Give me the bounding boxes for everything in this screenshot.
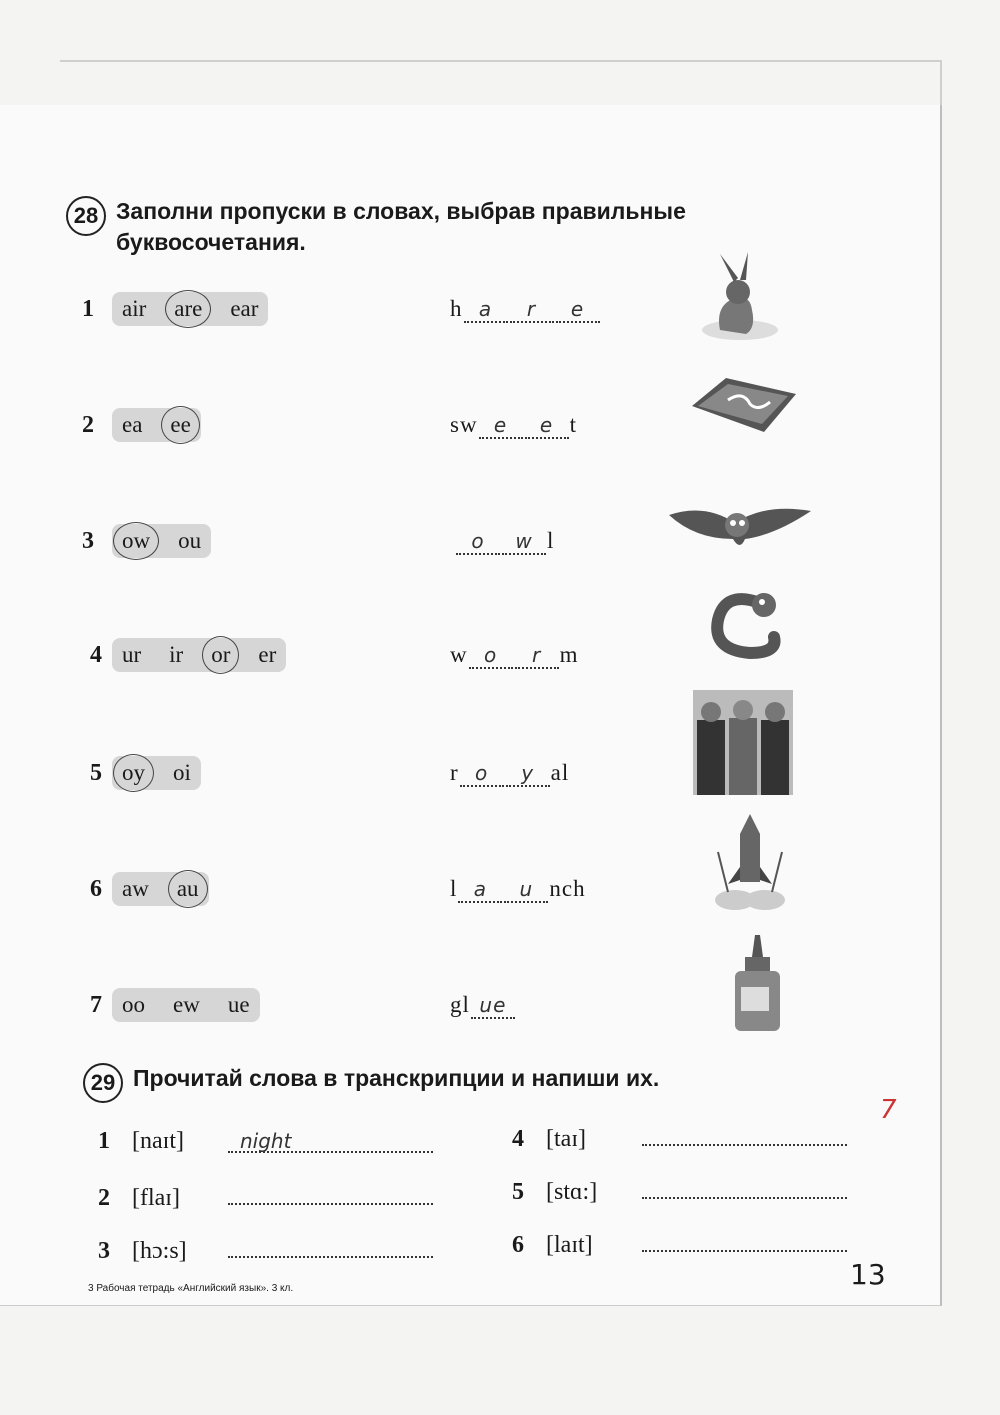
royal-family-picture xyxy=(693,690,793,795)
rocket-launch-picture xyxy=(710,812,790,912)
row-number: 5 xyxy=(90,760,102,786)
word-start: h xyxy=(450,296,463,321)
row-number: 6 xyxy=(90,876,102,902)
word-end: al xyxy=(550,760,570,785)
task-28-number: 28 xyxy=(66,196,106,236)
letter-option[interactable]: oo xyxy=(122,992,145,1017)
word-end: nch xyxy=(549,876,586,901)
blank-answer[interactable]: e xyxy=(479,413,523,439)
blank-answer[interactable]: y xyxy=(506,761,550,787)
letter-option[interactable]: oy xyxy=(122,760,145,785)
footer-caption: 3 Рабочая тетрадь «Английский язык». 3 кл. xyxy=(88,1283,294,1294)
worm-picture xyxy=(700,585,790,665)
letter-options xyxy=(112,292,268,326)
blank-answer[interactable]: e xyxy=(525,413,569,439)
answer-line[interactable] xyxy=(228,1234,433,1258)
word-end: m xyxy=(559,642,579,667)
word-start: w xyxy=(450,642,468,667)
transcription-text: [taɪ] xyxy=(546,1126,586,1152)
answer-line[interactable]: night xyxy=(228,1129,433,1153)
blank-answer[interactable]: ue xyxy=(471,993,515,1019)
word-with-blanks xyxy=(455,528,554,555)
blank-answer[interactable]: o xyxy=(456,529,500,555)
sweet-candy-picture xyxy=(688,372,800,442)
blank-answer[interactable]: r xyxy=(515,643,559,669)
word-with-blanks xyxy=(450,296,601,323)
row-number: 2 xyxy=(82,412,94,438)
task-28-title: Заполни пропуски в словах, выбрав правильные буквосочетания. xyxy=(116,198,686,255)
transcription-text: [stɑ:] xyxy=(546,1179,598,1205)
answer-line[interactable] xyxy=(642,1122,847,1146)
letter-options xyxy=(112,756,201,790)
item-number: 6 xyxy=(512,1232,524,1258)
word-with-blanks xyxy=(450,642,579,669)
blank-answer[interactable]: w xyxy=(502,529,546,555)
transcription-item xyxy=(512,1175,847,1206)
transcription-item xyxy=(512,1122,847,1153)
blank-answer[interactable]: a xyxy=(458,877,502,903)
task-29-title: Прочитай слова в транскрипции и напиши их. xyxy=(133,1065,660,1091)
answer-line[interactable] xyxy=(228,1181,433,1205)
word-end: l xyxy=(547,528,555,553)
item-number: 4 xyxy=(512,1126,524,1152)
letter-option[interactable]: aw xyxy=(122,876,149,901)
letter-option[interactable]: ea xyxy=(122,412,143,437)
letter-option[interactable]: ou xyxy=(178,528,202,553)
word-start: gl xyxy=(450,992,470,1017)
task-29-number: 29 xyxy=(83,1063,123,1103)
item-number: 1 xyxy=(98,1128,110,1154)
row-number: 3 xyxy=(82,528,94,554)
word-with-blanks xyxy=(450,992,516,1019)
transcription-item xyxy=(512,1228,847,1259)
item-number: 2 xyxy=(98,1185,110,1211)
task-28-header xyxy=(66,196,796,258)
transcription-item xyxy=(98,1234,433,1265)
letter-options xyxy=(112,638,286,672)
answer-line[interactable] xyxy=(642,1228,847,1252)
task-29-header xyxy=(83,1063,833,1103)
letter-option[interactable]: ow xyxy=(122,528,151,553)
letter-option[interactable]: ee xyxy=(170,412,191,437)
page-number: 13 xyxy=(850,1258,886,1291)
owl-picture xyxy=(665,495,815,555)
transcription-text: [hɔ:s] xyxy=(132,1238,187,1264)
letter-options xyxy=(112,872,209,906)
letter-option[interactable]: are xyxy=(174,296,203,321)
word-end: t xyxy=(569,412,577,437)
letter-option[interactable]: ear xyxy=(230,296,259,321)
grade-mark: 7 xyxy=(880,1095,897,1125)
transcription-text: [naɪt] xyxy=(132,1128,184,1154)
row-number: 4 xyxy=(90,642,102,668)
blank-answer[interactable]: e xyxy=(556,297,600,323)
hare-picture xyxy=(690,250,790,350)
row-number: 7 xyxy=(90,992,102,1018)
blank-answer[interactable]: r xyxy=(510,297,554,323)
letter-option[interactable]: or xyxy=(211,642,231,667)
blank-answer[interactable]: o xyxy=(460,761,504,787)
item-number: 3 xyxy=(98,1238,110,1264)
transcription-item xyxy=(98,1181,433,1212)
word-start: l xyxy=(450,876,458,901)
letter-option[interactable]: ue xyxy=(227,992,250,1017)
word-start: r xyxy=(450,760,459,785)
glue-bottle-picture xyxy=(725,935,790,1035)
letter-option[interactable]: oi xyxy=(173,760,191,785)
letter-option[interactable]: air xyxy=(122,296,147,321)
letter-options xyxy=(112,524,211,558)
blank-answer[interactable]: o xyxy=(469,643,513,669)
letter-option[interactable]: ir xyxy=(169,642,184,667)
blank-answer[interactable]: a xyxy=(464,297,508,323)
item-number: 5 xyxy=(512,1179,524,1205)
letter-option[interactable]: ew xyxy=(173,992,200,1017)
letter-options xyxy=(112,988,260,1022)
transcription-text: [flaɪ] xyxy=(132,1185,180,1211)
transcription-text: [laɪt] xyxy=(546,1232,593,1258)
word-with-blanks xyxy=(450,760,569,787)
letter-options xyxy=(112,408,201,442)
letter-option[interactable]: er xyxy=(258,642,277,667)
letter-option[interactable]: au xyxy=(176,876,199,901)
word-start: sw xyxy=(450,412,478,437)
word-with-blanks xyxy=(450,412,577,439)
row-number: 1 xyxy=(82,296,94,322)
word-with-blanks xyxy=(450,876,586,903)
blank-answer[interactable]: u xyxy=(504,877,548,903)
answer-line[interactable] xyxy=(642,1175,847,1199)
transcription-item xyxy=(98,1128,433,1155)
letter-option[interactable]: ur xyxy=(122,642,142,667)
